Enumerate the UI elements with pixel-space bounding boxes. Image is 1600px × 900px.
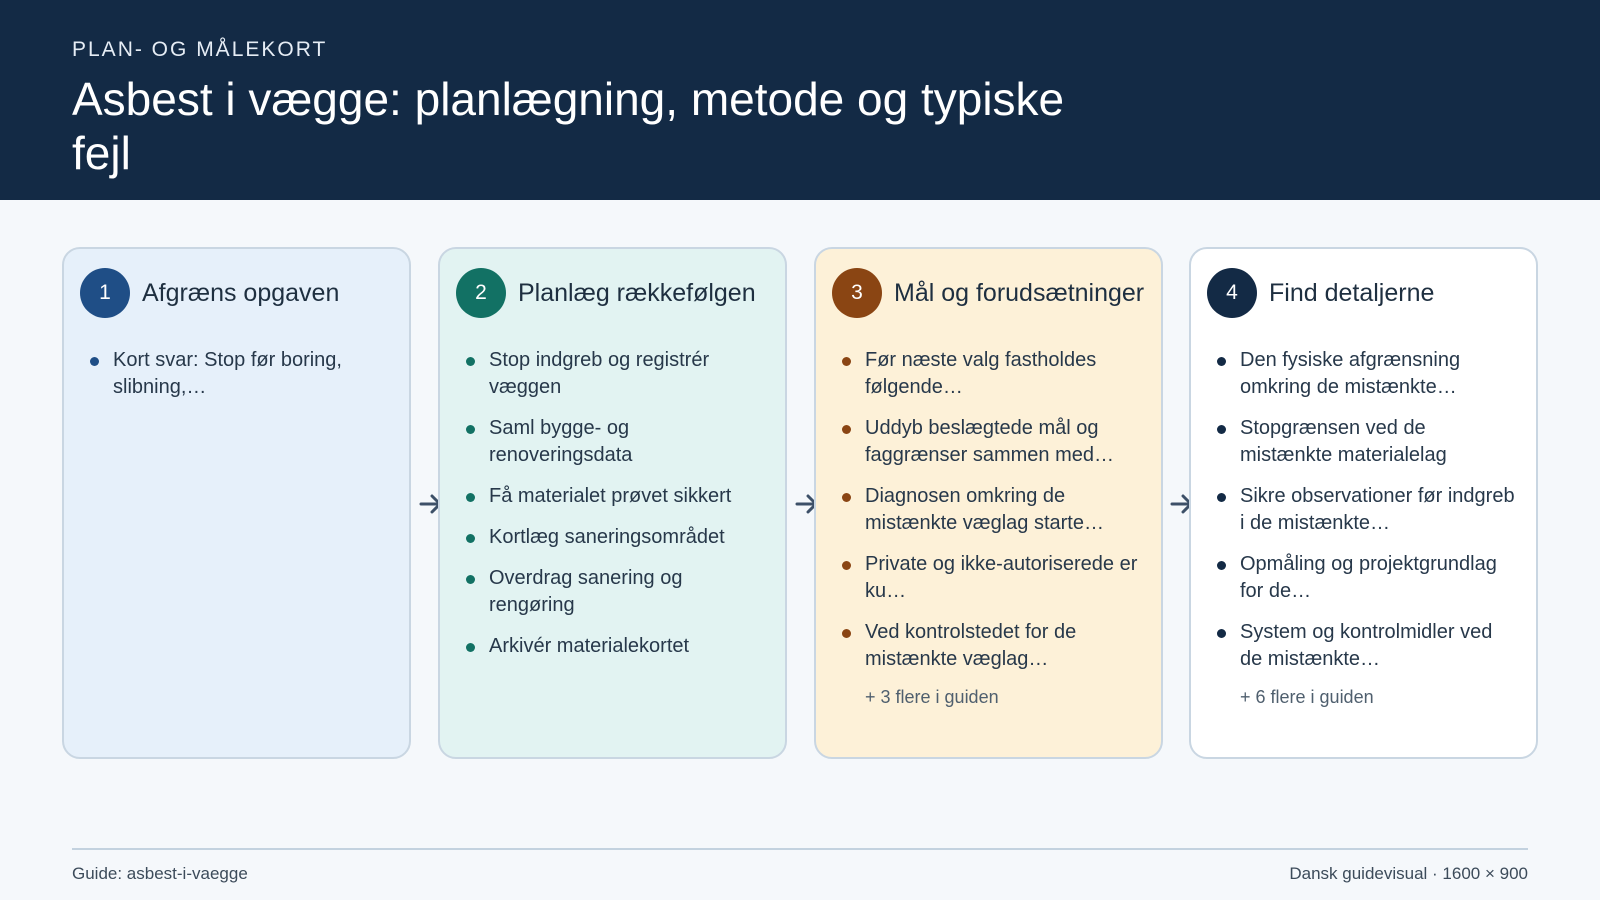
- bullet-icon: [466, 493, 475, 502]
- item-text: Overdrag sanering og rengøring: [489, 567, 683, 616]
- list-item: [1217, 347, 1518, 401]
- item-text: Ved kontrolstedet for de mistænkte væglag…: [865, 621, 1077, 670]
- item-text: Den fysiske afgrænsning omkring de mistænkte…: [1240, 349, 1461, 398]
- card-header: [1207, 267, 1518, 319]
- bullet-icon: [90, 357, 99, 366]
- step-number-badge: 4: [1207, 268, 1257, 318]
- item-text: Kort svar: Stop før boring, slibning,…: [113, 349, 342, 398]
- step-card-4: [1189, 247, 1538, 759]
- item-text: Uddyb beslægtede mål og faggrænser sammen med…: [865, 417, 1114, 466]
- bullet-icon: [842, 493, 851, 502]
- step-card-2: [438, 247, 787, 759]
- item-text: Sikre observationer før indgreb i de mistænkte…: [1240, 485, 1515, 534]
- bullet-icon: [1217, 629, 1226, 638]
- list-item: [466, 524, 767, 551]
- item-text: Arkivér materialekortet: [489, 635, 690, 657]
- card-header: [832, 267, 1143, 319]
- bullet-icon: [842, 425, 851, 434]
- bullet-icon: [842, 357, 851, 366]
- item-text: Kortlæg saneringsområdet: [489, 526, 725, 548]
- bullet-icon: [466, 425, 475, 434]
- item-text: Opmåling og projektgrundlag for de…: [1240, 553, 1497, 602]
- item-text: Stop indgreb og registrér væggen: [489, 349, 710, 398]
- list-item: [842, 483, 1143, 537]
- step-cards: [62, 247, 1538, 759]
- card-title: Planlæg rækkefølgen: [518, 278, 756, 307]
- item-text: Private og ikke-autoriserede er ku…: [865, 553, 1138, 602]
- card-item-list: [80, 347, 391, 401]
- footer-guide-label: Guide: asbest-i-vaegge: [72, 864, 248, 883]
- list-item: [1217, 551, 1518, 605]
- list-item: [1217, 415, 1518, 469]
- list-item: [466, 633, 767, 660]
- bullet-icon: [1217, 561, 1226, 570]
- card-title: Afgræns opgaven: [142, 278, 340, 307]
- more-in-guide-note: + 3 flere i guiden: [865, 687, 999, 707]
- item-text: Saml bygge- og renoveringsdata: [489, 417, 633, 466]
- step-card-3: [814, 247, 1163, 759]
- item-text: Før næste valg fastholdes følgende…: [865, 349, 1097, 398]
- step-card-1: [62, 247, 411, 759]
- card-item-list: [832, 347, 1143, 673]
- list-item: [466, 565, 767, 619]
- card-header: [80, 267, 391, 319]
- step-number-badge: 2: [456, 268, 506, 318]
- list-item: [842, 619, 1143, 673]
- item-text: System og kontrolmidler ved de mistænkte…: [1240, 621, 1493, 670]
- item-text: Stopgrænsen ved de mistænkte materialelag: [1240, 417, 1447, 466]
- list-item: [842, 551, 1143, 605]
- list-item: [1217, 483, 1518, 537]
- header-banner: [0, 0, 1600, 200]
- list-item: [842, 347, 1143, 401]
- bullet-icon: [842, 561, 851, 570]
- footer-credit: Dansk guidevisual · 1600 × 900: [1289, 864, 1528, 883]
- list-item: [90, 347, 391, 401]
- bullet-icon: [466, 575, 475, 584]
- bullet-icon: [466, 643, 475, 652]
- more-in-guide-note: + 6 flere i guiden: [1240, 687, 1374, 707]
- bullet-icon: [466, 357, 475, 366]
- bullet-icon: [842, 629, 851, 638]
- eyebrow-label: PLAN- OG MÅLEKORT: [72, 38, 328, 61]
- item-text: Få materialet prøvet sikkert: [489, 485, 732, 507]
- bullet-icon: [1217, 357, 1226, 366]
- bullet-icon: [466, 534, 475, 543]
- list-item: [466, 483, 767, 510]
- footer-divider: [72, 848, 1528, 850]
- card-item-list: [1207, 347, 1518, 673]
- step-number-badge: 3: [832, 268, 882, 318]
- card-title: Mål og forudsætninger: [894, 278, 1145, 307]
- list-item: [466, 415, 767, 469]
- bullet-icon: [1217, 493, 1226, 502]
- item-text: Diagnosen omkring de mistænkte væglag starte…: [865, 485, 1104, 534]
- card-header: [456, 267, 767, 319]
- list-item: [1217, 619, 1518, 673]
- card-item-list: [456, 347, 767, 660]
- list-item: [466, 347, 767, 401]
- step-number-badge: 1: [80, 268, 130, 318]
- card-title: Find detaljerne: [1269, 278, 1435, 307]
- list-item: [842, 415, 1143, 469]
- page-title: Asbest i vægge: planlægning, metode og typiske fejl: [72, 73, 1065, 179]
- bullet-icon: [1217, 425, 1226, 434]
